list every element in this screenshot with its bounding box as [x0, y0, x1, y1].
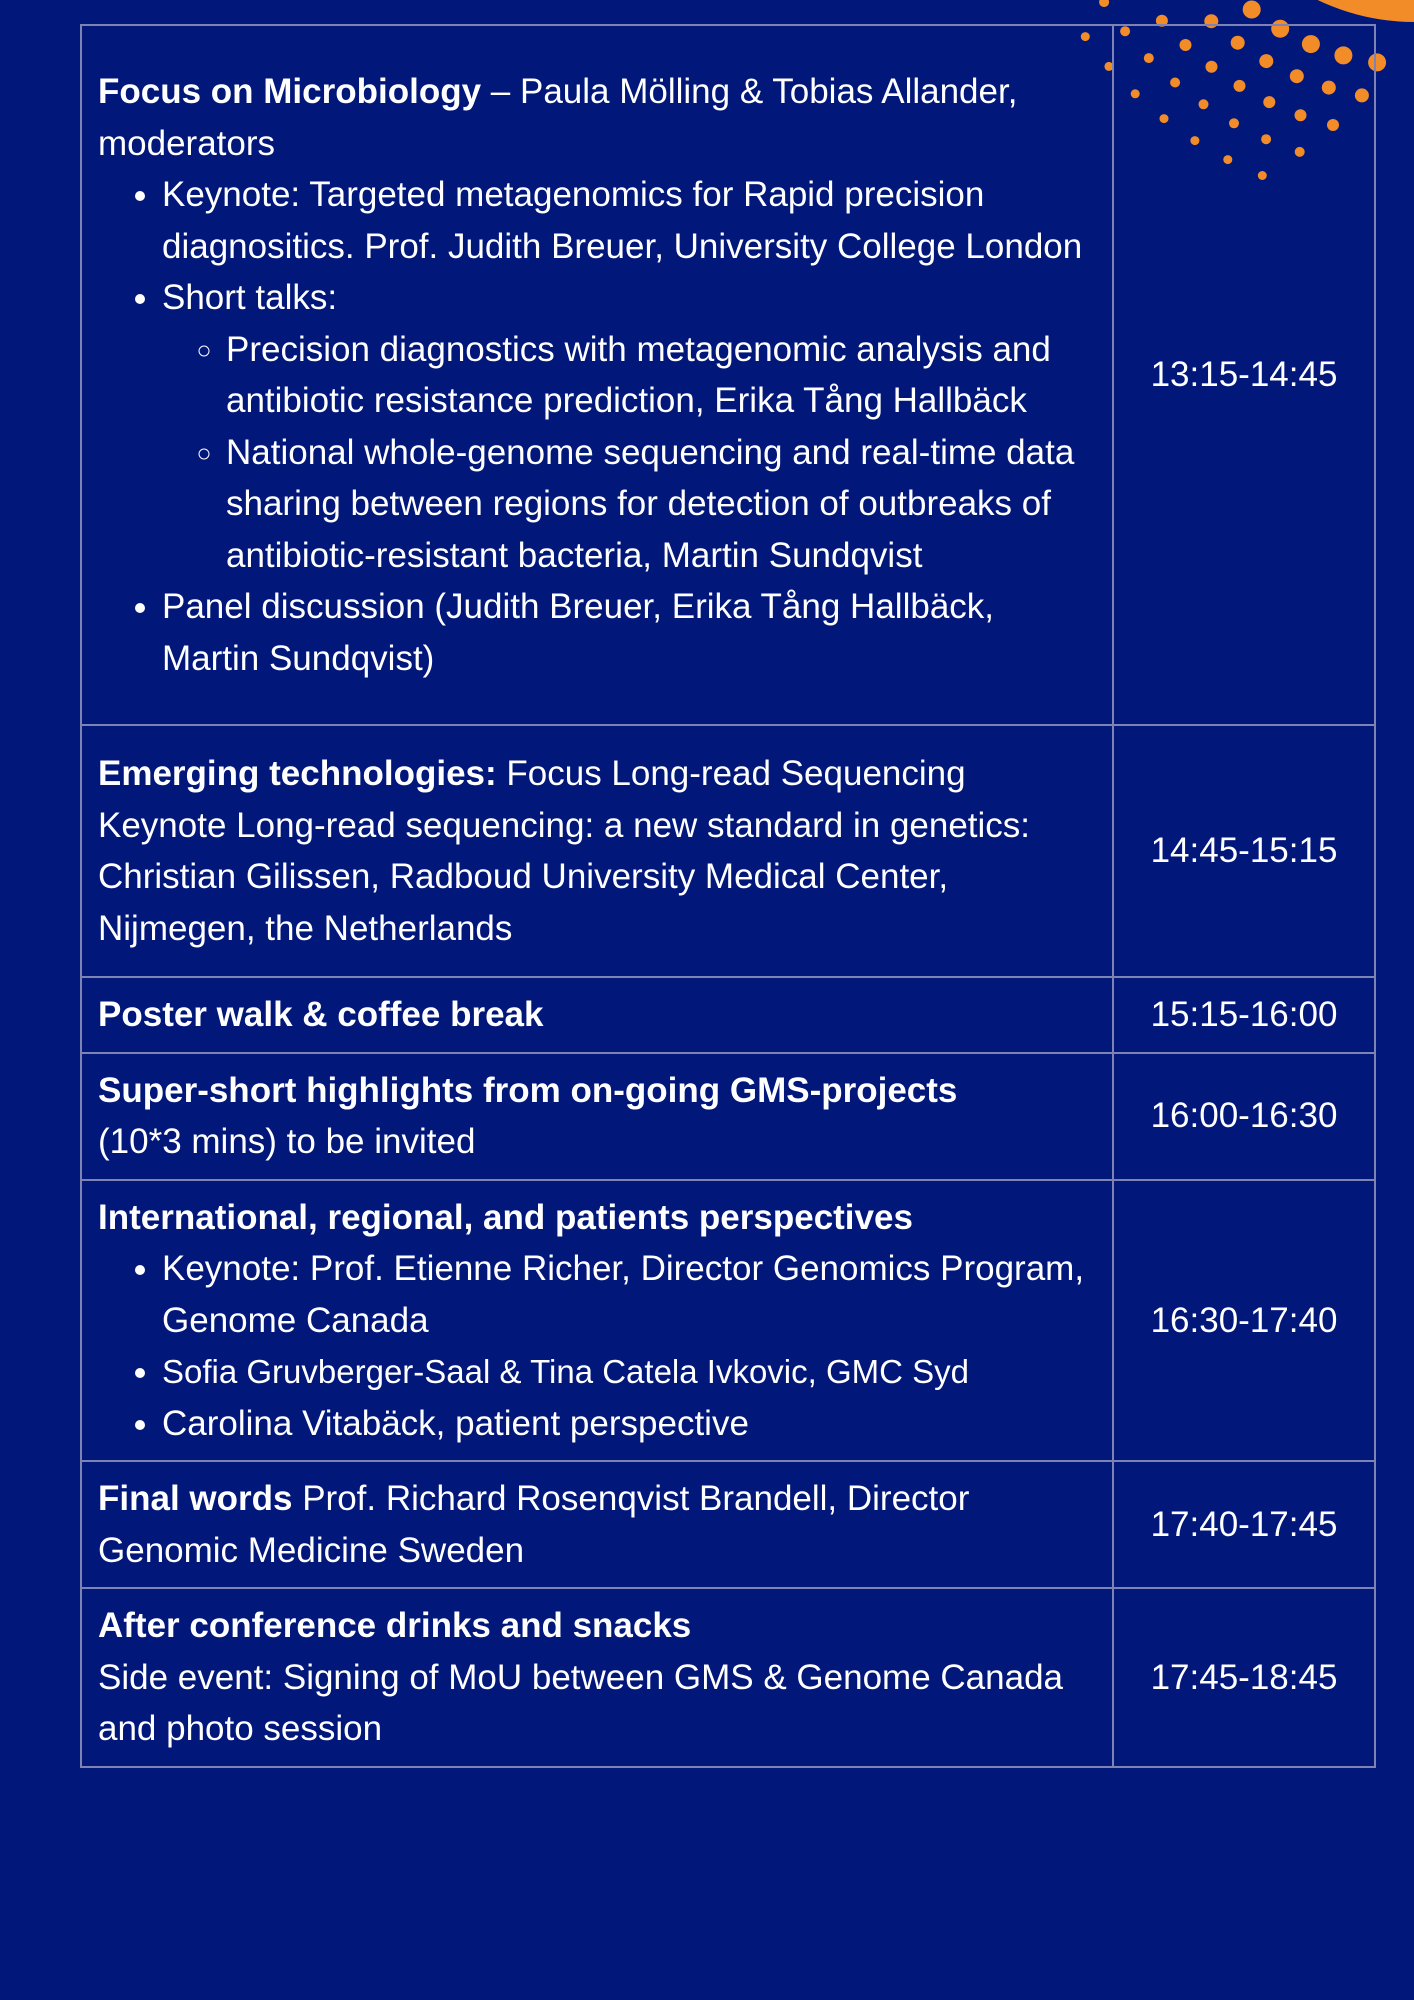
session-title: After conference drinks and snacks [98, 1606, 692, 1645]
session-body: (10*3 mins) to be invited [98, 1122, 476, 1161]
agenda-row-microbiology [81, 25, 1375, 725]
session-time: 13:15-14:45 [1113, 25, 1375, 725]
list-item: ◦ National whole-genome sequencing and real-time data sharing between regions for detection of outbreaks of antibiotic-resistant bacteria, Martin Sundqvist [226, 427, 1098, 582]
session-title: International, regional, and patients perspectives [98, 1197, 913, 1237]
short-talks-label: Short talks: [162, 278, 338, 317]
session-time: 17:45-18:45 [1113, 1588, 1375, 1767]
session-moderators: – Paula Mölling & Tobias Allander, moderators [98, 72, 1018, 163]
session-description [81, 1053, 1113, 1180]
session-items [98, 169, 1098, 684]
session-subtitle: Prof. Richard Rosenqvist Brandell, Director Genomic Medicine Sweden [98, 1479, 970, 1570]
list-item: • Sofia Gruvberger-Saal & Tina Catela Ivkovic, GMC Syd [162, 1346, 1098, 1398]
agenda-table [80, 24, 1376, 1768]
session-description [81, 725, 1113, 977]
session-time: 16:30-17:40 [1113, 1180, 1375, 1462]
agenda-row-gms-highlights [81, 1053, 1375, 1180]
short-talks-list [162, 324, 1098, 582]
list-item: • Keynote: Prof. Etienne Richer, Director Genomics Program, Genome Canada [162, 1243, 1098, 1346]
session-description [81, 1588, 1113, 1767]
agenda-row-poster-walk [81, 977, 1375, 1053]
agenda-row-emerging-technologies [81, 725, 1375, 977]
session-body: Keynote Long-read sequencing: a new standard in genetics: Christian Gilissen, Radboud University Medical Center, Nijmegen, the Netherlands [98, 805, 1031, 948]
session-description [81, 977, 1113, 1053]
session-heading [98, 1473, 1098, 1576]
session-description [81, 1461, 1113, 1588]
agenda-row-final-words [81, 1461, 1375, 1588]
session-title: Focus on Microbiology [98, 72, 482, 111]
session-time: 17:40-17:45 [1113, 1461, 1375, 1588]
agenda-row-perspectives [81, 1180, 1375, 1462]
list-item: • Carolina Vitabäck, patient perspective [162, 1398, 1098, 1450]
session-description [81, 1180, 1113, 1462]
session-body: Side event: Signing of MoU between GMS & Genome Canada and photo session [98, 1657, 1063, 1748]
agenda-row-after-conference [81, 1588, 1375, 1767]
list-item [162, 272, 1098, 581]
session-title: Emerging technologies: [98, 754, 497, 793]
orange-dot [1099, 0, 1109, 7]
session-heading [98, 748, 1098, 800]
session-time: 15:15-16:00 [1113, 977, 1375, 1053]
list-item: ◦ Precision diagnostics with metagenomic analysis and antibiotic resistance prediction, Erika Tång Hallbäck [226, 324, 1098, 427]
session-time: 14:45-15:15 [1113, 725, 1375, 977]
session-items [98, 1243, 1098, 1449]
session-title: Final words [98, 1479, 293, 1518]
orange-dot [1243, 1, 1261, 19]
list-item: • Panel discussion (Judith Breuer, Erika Tång Hallbäck, Martin Sundqvist) [162, 581, 1098, 684]
session-heading [98, 66, 1098, 169]
orange-arc-ring [1204, 0, 1414, 10]
session-subtitle: Focus Long-read Sequencing [496, 754, 966, 793]
session-time: 16:00-16:30 [1113, 1053, 1375, 1180]
list-item: • Keynote: Targeted metagenomics for Rapid precision diagnositics. Prof. Judith Breuer, University College London [162, 169, 1098, 272]
session-title: Poster walk & coffee break [98, 995, 544, 1034]
session-description [81, 25, 1113, 725]
session-title: Super-short highlights from on-going GMS-projects [98, 1070, 958, 1110]
